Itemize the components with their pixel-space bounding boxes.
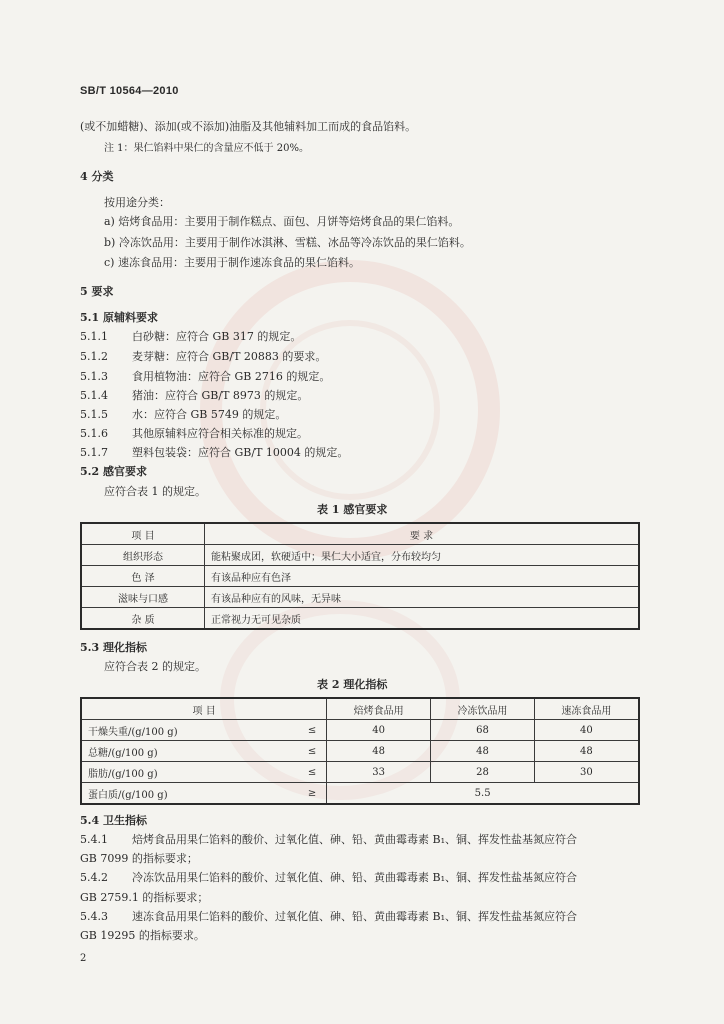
clause-5-4-1: [80, 833, 577, 847]
table-cell: 33: [327, 762, 431, 783]
table-cell: 干燥失重/(g/100 g): [81, 720, 290, 741]
clause-text: 麦芽糖：应符合 GB/T 20883 的要求。: [132, 350, 327, 363]
clause-text: 食用植物油：应符合 GB 2716 的规定。: [132, 370, 331, 383]
clause-text: 速冻食品用果仁馅料的酸价、过氧化值、砷、铅、黄曲霉毒素 B₁、铜、挥发性盐基氮应符合: [132, 910, 577, 923]
section-5-2-title: 5.2 感官要求: [80, 465, 147, 478]
table-cell: 有该品种应有的风味，无异味: [205, 587, 640, 608]
section-5-2-lead: 应符合表 1 的规定。: [104, 485, 206, 498]
section-5-3-lead: 应符合表 2 的规定。: [104, 660, 206, 673]
table-1: [80, 522, 640, 630]
section-4-item-c: c) 速冻食品用：主要用于制作速冻食品的果仁馅料。: [104, 256, 360, 269]
clause-5-1-4: [80, 389, 308, 403]
clause-5-1-2: [80, 350, 326, 364]
clause-5-4-2-cont: GB 2759.1 的指标要求；: [80, 891, 209, 904]
table-header-cell: 速冻食品用: [534, 698, 639, 720]
table-2-caption: 表 2 理化指标: [317, 678, 388, 691]
table-2: [80, 697, 640, 805]
table-cell: 正常视力无可见杂质: [205, 608, 640, 630]
clause-text: 其他原辅料应符合相关标准的规定。: [132, 427, 308, 440]
clause-number: 5.1.6: [80, 427, 108, 440]
table-cell: 蛋白质/(g/100 g): [81, 783, 290, 805]
clause-text: 猪油：应符合 GB/T 8973 的规定。: [132, 389, 309, 402]
clause-number: 5.1.2: [80, 350, 108, 363]
section-5-3-title: 5.3 理化指标: [80, 641, 147, 654]
comparison-symbol: ≤: [290, 762, 327, 783]
table-cell: 28: [431, 762, 535, 783]
intro-line: (或不加蜡糖)、添加(或不添加)油脂及其他辅料加工而成的食品馅料。: [80, 120, 417, 133]
table-header-cell: 焙烤食品用: [327, 698, 431, 720]
clause-5-4-3-cont: GB 19295 的指标要求。: [80, 929, 205, 942]
comparison-symbol: ≤: [290, 720, 327, 741]
table-header-row: [81, 523, 639, 545]
clause-number: 5.4.1: [80, 833, 108, 846]
table-cell: 脂肪/(g/100 g): [81, 762, 290, 783]
table-cell: 48: [534, 741, 639, 762]
page-number: 2: [80, 953, 87, 964]
comparison-symbol: ≤: [290, 741, 327, 762]
table-cell: 68: [431, 720, 535, 741]
table-row: [81, 741, 639, 762]
table-cell: 40: [327, 720, 431, 741]
table-1-caption: 表 1 感官要求: [317, 503, 388, 516]
comparison-symbol: ≥: [290, 783, 327, 805]
clause-5-1-3: [80, 370, 330, 384]
table-cell-merged: 5.5: [327, 783, 639, 805]
table-cell: 有该品种应有色泽: [205, 566, 640, 587]
clause-5-1-5: [80, 408, 286, 422]
clause-5-4-3: [80, 910, 577, 924]
table-cell: 30: [534, 762, 639, 783]
clause-text: 水：应符合 GB 5749 的规定。: [132, 408, 287, 421]
table-header-cell: 项 目: [81, 523, 205, 545]
clause-number: 5.4.2: [80, 871, 108, 884]
section-5-4-title: 5.4 卫生指标: [80, 814, 147, 827]
table-cell: 40: [534, 720, 639, 741]
clause-5-1-6: [80, 427, 308, 441]
clause-text: 焙烤食品用果仁馅料的酸价、过氧化值、砷、铅、黄曲霉毒素 B₁、铜、挥发性盐基氮应符合: [132, 833, 577, 846]
table-header-cell: 项 目: [81, 698, 327, 720]
section-4-item-b: b) 冷冻饮品用：主要用于制作冰淇淋、雪糕、冰品等冷冻饮品的果仁馅料。: [104, 236, 471, 249]
table-row: [81, 566, 639, 587]
table-cell: 48: [327, 741, 431, 762]
table-cell: 滋味与口感: [81, 587, 205, 608]
section-4-lead: 按用途分类：: [104, 196, 170, 209]
clause-5-4-2: [80, 871, 577, 885]
table-cell: 杂 质: [81, 608, 205, 630]
table-row: [81, 720, 639, 741]
table-cell: 48: [431, 741, 535, 762]
clause-text: 冷冻饮品用果仁馅料的酸价、过氧化值、砷、铅、黄曲霉毒素 B₁、铜、挥发性盐基氮应符合: [132, 871, 577, 884]
clause-number: 5.1.7: [80, 446, 108, 459]
clause-5-1-1: [80, 330, 301, 344]
table-header-cell: 要 求: [205, 523, 640, 545]
table-cell: 总糖/(g/100 g): [81, 741, 290, 762]
clause-5-1-7: [80, 446, 348, 460]
clause-number: 5.1.1: [80, 330, 108, 343]
clause-number: 5.1.4: [80, 389, 108, 402]
table-row: [81, 762, 639, 783]
table-row: [81, 783, 639, 805]
document-header: SB/T 10564—2010: [80, 85, 179, 97]
table-cell: 色 泽: [81, 566, 205, 587]
section-4-item-a: a) 焙烤食品用：主要用于制作糕点、面包、月饼等焙烤食品的果仁馅料。: [104, 215, 460, 228]
table-row: [81, 608, 639, 630]
section-5-1-title: 5.1 原辅料要求: [80, 311, 158, 324]
clause-text: 白砂糖：应符合 GB 317 的规定。: [132, 330, 302, 343]
table-row: [81, 545, 639, 566]
table-cell: 能粘聚成团，软硬适中；果仁大小适宜，分布较均匀: [205, 545, 640, 566]
clause-number: 5.1.5: [80, 408, 108, 421]
intro-note: 注 1：果仁馅料中果仁的含量应不低于 20%。: [104, 143, 309, 154]
clause-5-4-1-cont: GB 7099 的指标要求；: [80, 852, 198, 865]
table-row: [81, 587, 639, 608]
watermark-stamp-inner: [260, 320, 440, 500]
clause-text: 塑料包装袋：应符合 GB/T 10004 的规定。: [132, 446, 349, 459]
section-4-title: 4 分类: [80, 170, 114, 183]
section-5-title: 5 要求: [80, 285, 114, 298]
table-cell: 组织形态: [81, 545, 205, 566]
table-header-row: [81, 698, 639, 720]
clause-number: 5.4.3: [80, 910, 108, 923]
clause-number: 5.1.3: [80, 370, 108, 383]
table-header-cell: 冷冻饮品用: [431, 698, 535, 720]
